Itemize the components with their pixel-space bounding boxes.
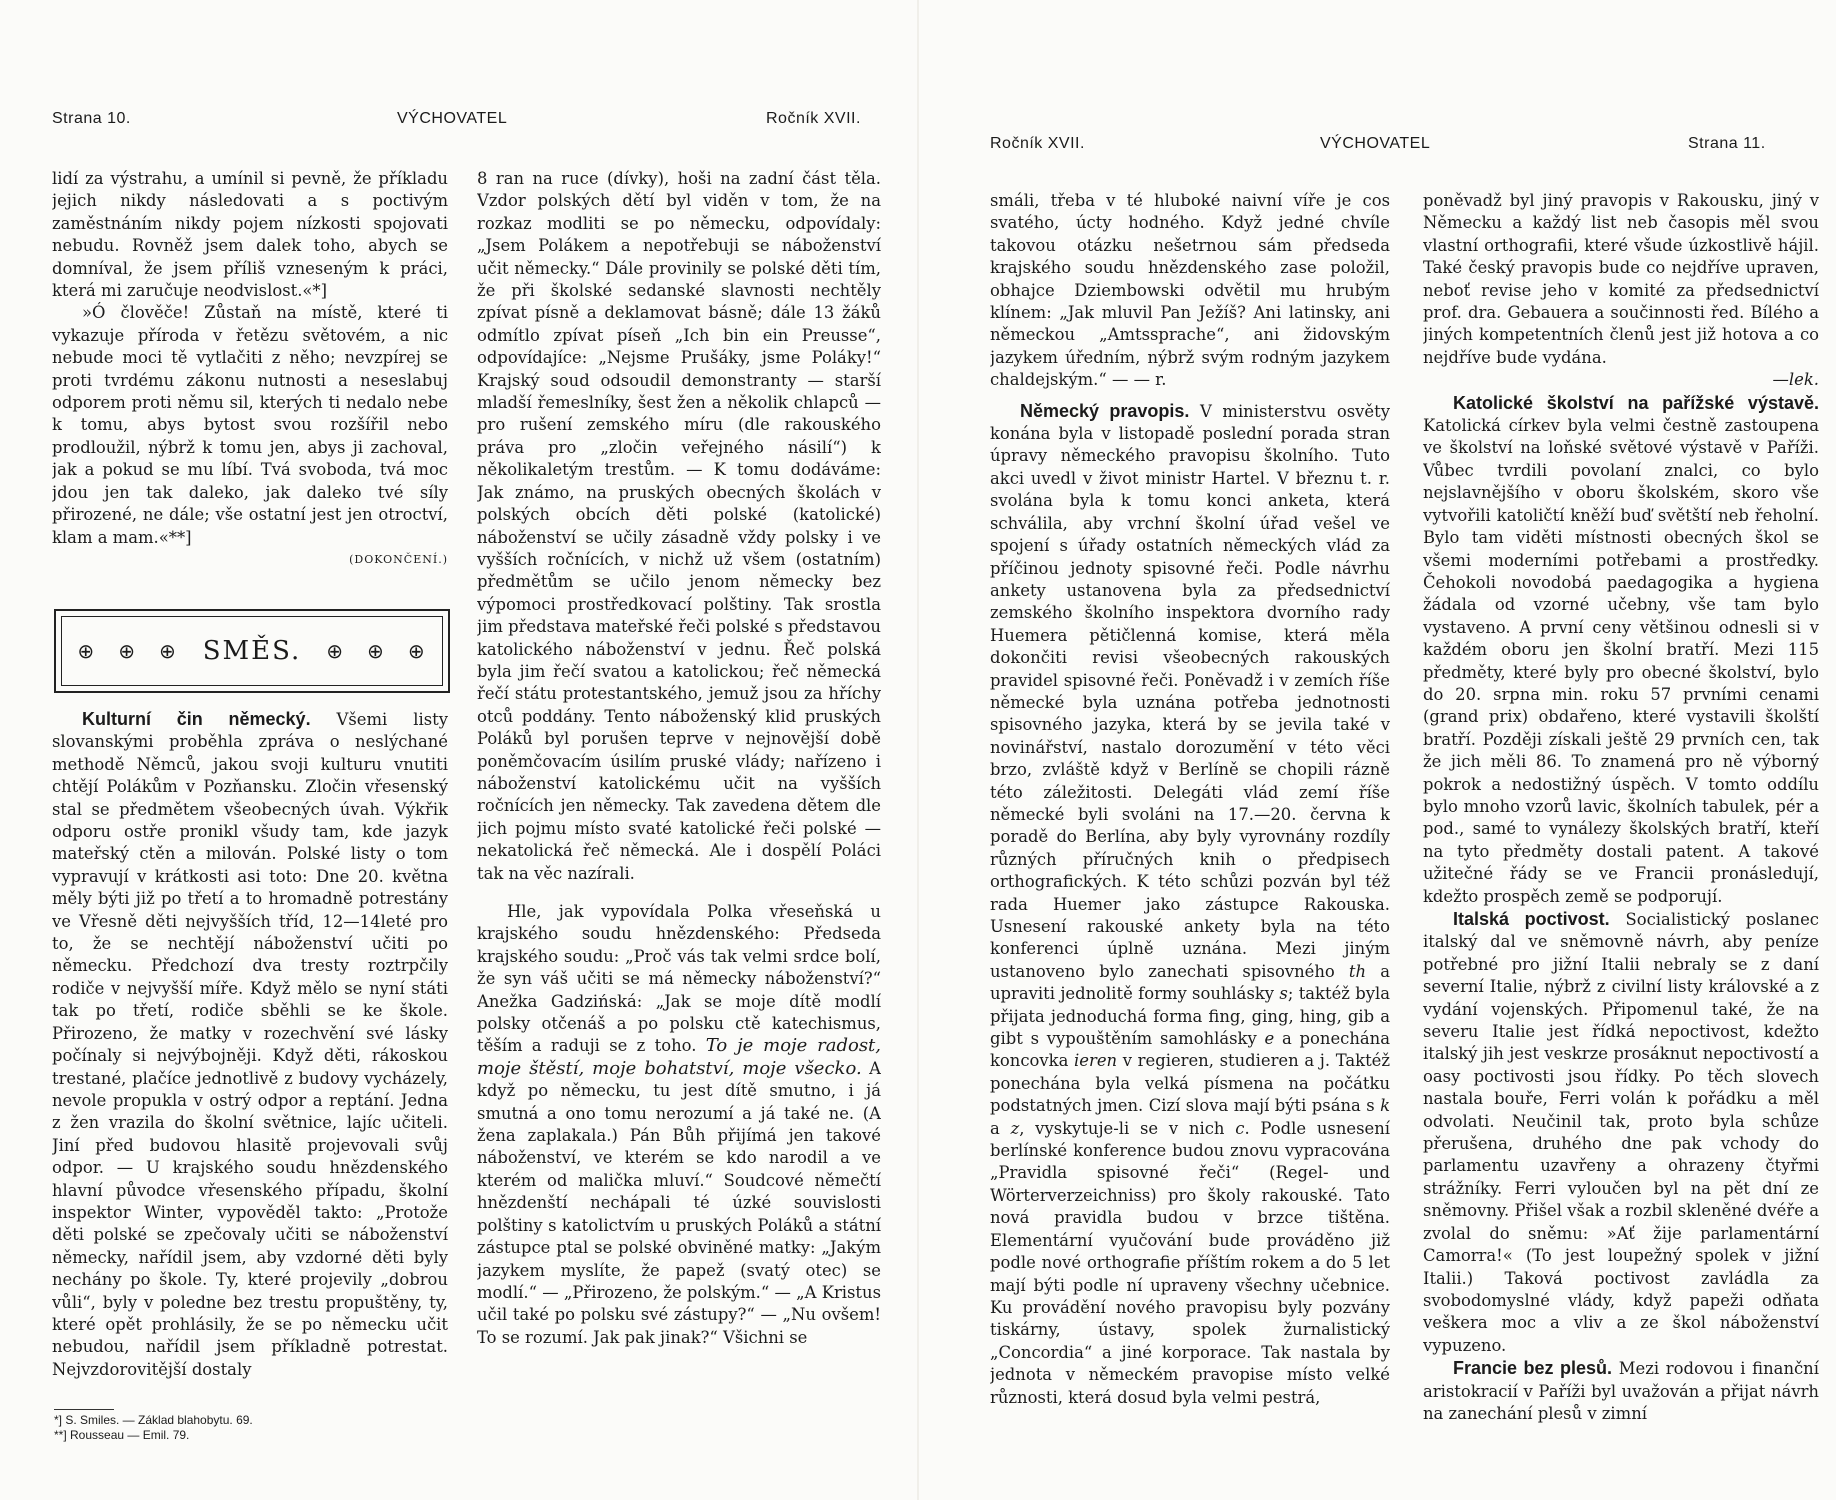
right-column-2 — [1423, 190, 1819, 1480]
paragraph: 8 ran na ruce (dívky), hoši na zadní část těla. Vzdor polských dětí byl viděn v tom, že na rozkaz modliti se po německu, odpovídaly: „Jsem Polákem a nepotřebuji se náboženství učit německy.“ Dále provinily se polské děti tím, že při školské sedanské slavnosti nechtěly zpívat písně a deklamovat básně; dále 13 žáků odmítlo zpívat píseň „Ich bin ein Preusse“, odpovídajíce: „Nejsme Prušáky, jsme Poláky!“ Krajský soud odsoudil demonstranty — starší mladší řemeslníky, šest žen a několik chlapců — pro rušení zemského míru (dle rakouského práva pro „zločin veřejného násilí“) k několikaletým trestům. — K tomu dodáváme: Jak známo, na pruských obecných školách v polských obcích děti polské (katolické) náboženství se učily zásadně vždy polsky i ve vyšších ročnících, v nichž už všem (ostatním) předmětům se učilo jenom německy bez výpomoci prostředkovací polštiny. Tak srostla jim představa mateřské řeči polské s představou katolického náboženství v jednu. Řeč polská byla jim řečí svatou a katolickou; řeč německá řečí státu protestantského, jemuž jsou za hříchy otců poddány. Tento náboženský klid pruských Poláků byl porušen teprve v nejnovější době poněmčovacím úsilím pruské vlády; nařízeno i náboženství katolickému učit na vyšších ročnících jen německy. Tak zavedena dětem dle jich pojmu místo svaté katolické řeči polské — nekatolická řeč německá. Ale i dospělí Poláci tak na věc nazírali. — [477, 169, 881, 883]
article-heading: Katolické školství na pařížské výstavě. — [1453, 392, 1819, 413]
emphasis: c — [1235, 1118, 1245, 1138]
article-heading: Francie bez plesů. — [1453, 1358, 1613, 1379]
page-number-left: Strana 10. — [52, 110, 131, 127]
article-text: Všemi listy slovanskými proběhla zpráva o neslýchané methodě Němců, jakou svoji kulturu vnutiti chtějí Polákům v Pozňansku. Zločin vřesenský stal se předmětem všeobecných úvah. Výkřik odporu ostře pronikl všudy tam, kde jazyk mateřský ctěn a milován. Polské listy o tom vypravují v krátkosti asi toto: Dne 20. května měly býti již po třetí a to hromadně potrestány ve Vřesně děti nejvyšších tříd, 12—14leté pro to, že se nechtějí náboženství učiti po německu. Předchozí dva tresty roztrpčily rodiče v nejvyšší míře. Když mělo se nyní státi tak po třetí, rodiče sběhli se ke škole. Přirozeno, že matky v rozechvění své lásky počínaly si nejvýbojněji. Když děti, rákoskou trestané, plačíce jednotlivě z budovy vycházely, nevole propukla v ostrý odpor a reptání. Jedna z žen vrazila do školní světnice, lajíc učiteli. Jiní před budovou hlasitě projevovali svůj odpor. — U krajského soudu hnězdenského hlavní původce vřesenského případu, školní inspektor Winter, vypověděl takto: „Protože děti polské se zpečovaly učiti se náboženství německy, nařídil jsem, aby vzdorné děti byly nechány po škole. Ty, které projevily „dobrou vůli“, byly v poledne bez trestu propuštěny, ty, které opět prohlásily, že se po německu učit nebudou, nařídil jsem příkladně potrestat. Nejvzdorovitější dostaly — [52, 710, 448, 1379]
volume-right: Ročník XVII. — [990, 135, 1085, 152]
emphasis: ieren — [1074, 1051, 1118, 1071]
ornament-icon: ⊕ — [118, 639, 137, 663]
ornament-icon: ⊕ — [77, 639, 97, 663]
paragraph: poněvadž byl jiný pravopis v Rakousku, jiný v Německu a každý list neb časopis měl svou vlastní orthografii, které všude úzkostlivě hájil. Také český pravopis bude co nejdříve upraven, neboť revise jeho v komité za předsednictví prof. dra. Gebauera a součinnosti řed. Bílého a jiných kompetentních členů jest již hotova a co nejdříve bude vydána. — [1423, 191, 1819, 367]
left-column-1-bottom — [52, 708, 448, 1406]
text-run: Katolická církev byla velmi čestně zastoupena ve školství na loňské světové výstavě v Paříži. Vůbec tvrdili povolaní znalci, co bylo nejslavnějšího v oboru školském, skoro vše vytvořili katoličtí kněží buď světští neb řeholní. Bylo tam viděti místnosti obecných škol se všemi moderními potřebami a prostředky. Čehokoli novodobá paedagogika a hygiena žádala od vzorné učebny, vše tam bylo vystaveno. A první ceny většinou odnesli si v každém oboru jen školní bratří. Mezi 115 předměty, které byly pro obecné školství, bylo do 20. srpna min. roku 57 prvními cenami (grand prix) obdařeno, které vystavili školští bratří. Později získali ještě 29 prvních cen, tak že jich měli 86. To znamená pro ně výborný pokrok a nedostižný úspěch. V tomto oddílu bylo mnoho vzorů lavic, školních tabulek, pér a pod., samé to vynálezy školských bratří, kteří na tyto předměty dostali patent. A takové užitečné řády se ve Francii pronásledují, kdežto prospěch země se podporují. — [1423, 416, 1819, 906]
section-title: SMĚS. — [202, 636, 302, 666]
continuation-note: (DOKONČENÍ.) — [349, 552, 448, 566]
footnote: **] Rousseau — Emil. 79. — [54, 1428, 190, 1442]
text-run: Mezi rodovou i finanční aristokracií v Paříži byl uvažován a přijat návrh na zanechání plesů v zimní — [1423, 1359, 1819, 1423]
article — [52, 708, 448, 1381]
emphasis: k — [1380, 1096, 1390, 1116]
right-column-1 — [990, 190, 1390, 1480]
article — [990, 400, 1390, 1409]
article — [1423, 908, 1819, 1357]
text-run: v regieren, studieren a j. Taktéž ponechána byla velká písmena na počátku podstatných jmen. Cizí slova mají býti psána s — [990, 1051, 1390, 1116]
text-run: a upraviti jednolitě formy souhlásky — [990, 961, 1390, 1004]
left-column-2 — [477, 168, 881, 1458]
text-run: ; taktéž byla přijata jednoduchá forma fing, ging, hing, gib a gibt s vypouštěním samohlásky — [990, 984, 1390, 1049]
text-run: V ministerstvu osvěty konána byla v listopadě poslední porada stran úpravy německého pravopisu školního. Tuto akci uvedl v život ministr Hartel. V březnu t. r. svolána byla k tomu konci anketa, která schválila, aby vrchní školní úřad vešel ve spojení s úřady ostatních německých vlád za příčinou jednoty spisovné řeči. Podle návrhu ankety ustanovena byla za předsednictví zemského školního inspektora dvorního rady Huemera pětičlenná komise, která měla dokončiti revisi všeobecných rakouských pravidel spisovné řeči. Poněvadž i v zemích říše německé byla uznána potřeba jednotnosti spisovného jazyka, která by se jevila také v novinářství, nastalo dorozumění v této věci brzo, zvláště když v Berlíně se chopili rázně této záležitosti. Delegáti vlád zemí říše německé byli svoláni na 17.—20. června k poradě do Berlína, aby byly vyrovnány rozdíly různých příručných knih o předpisech orthografických. K této schůzi pozván byl též rada Huemer jako zástupce Rakouska. Usnesení rakouské ankety byla na této konferenci úplně uznána. Mezi jiným ustanoveno bylo zanechati spisovného — [990, 401, 1390, 981]
article-heading: Německý pravopis. — [1020, 400, 1190, 421]
signature: —lek. — [1772, 370, 1819, 390]
article-heading: Kulturní čin německý. — [82, 709, 311, 729]
text-run: a ponechána koncovka — [990, 1029, 1390, 1071]
ornament-icon: ⊕ — [367, 639, 386, 663]
emphasis: To je moje radost, moje štěstí, moje bohatství, moje všecko. — [477, 1035, 881, 1079]
emphasis: s — [1279, 984, 1288, 1004]
emphasis: z — [1010, 1118, 1020, 1138]
right-page — [918, 0, 1836, 1500]
footnote-rule — [54, 1409, 114, 1410]
emphasis: th — [1348, 961, 1367, 981]
paragraph: smáli, třeba v té hluboké naivní víře je cos svatého, úcty hodného. Když jedné chvíle takovou otázku nešetrnou sám předseda krajského soudu hnězdenského zase položil, obhajce Dziembowski odvětil mu hrubým klínem: „Jak mluvil Pan Ježíš? Ani latinsky, ani německou „Amtssprache“, ani židovským jazykem úředním, nýbrž svým rodným jazykem chaldejským.“ — — r. — [990, 191, 1390, 390]
text-run: Hle, jak vypovídala Polka vřeseňská u krajského soudu hnězdenského: Předseda krajského soudu: „Proč vás tak velmi srdce bolí, že syn váš učiti se má německy náboženství?“ Anežka Gadzińská: „Jak se moje dítě modlí polsky otčenáš a po polsku ctě katechismus, těším a raduji se z toho. — [477, 902, 881, 1056]
journal-title-right: VÝCHOVATEL — [1320, 135, 1431, 152]
paragraph — [477, 901, 881, 1349]
journal-title-left: VÝCHOVATEL — [397, 110, 508, 127]
paragraph: »Ó člověče! Zůstaň na místě, které ti vykazuje příroda v řetězu světovém, a nic nebude moci tě vytlačiti z něho; nevzpírej se proti tvrdému zákonu nutnosti a neseslabuj odporem proti němu sil, kterých ti nedalo nebe k tomu, abys bytost svou rozšířil nebo prodloužil, nýbrž k tomu jen, abys ji zachoval, jak a pokud se mu líbí. Tvá svoboda, tvá moc jdou jen tak daleko, jak daleko tvé síly přirozené, ne dále; vše ostatní jest jen otroctví, klam a mam.«**] — [52, 303, 448, 547]
text-run: Socialistický poslanec italský dal ve sněmovně návrh, aby peníze potřebné pro jižní Italii nebraly se z daní severní Italie, nýbrž z civilní listy královské a z vydání vojenských. Připomenul také, že na severu Italie jest řídká nepoctivost, kdežto italský jih jest veskrze prosáknut nepoctivostí a oasy poctivosti jsou řídky. Po těch slovech nastala bouře, Ferri volán k pořádku a měl odvolati. Neučinil tak, proto byla schůze přerušena, druhého dne pak vchody do parlamentu uzavřeny a ohrazeny čtyřmi strážníky. Ferri vyloučen byl na pět dní ze sněmovny. Přišel však a rozbil skleněné dvéře a zvolal do sněmu: »Ať žije parlamentární Camorra!« (To jest loupežný spolek v jižní Italii.) Taková poctivost zavládla za svobodomyslné vlády, když papeži odňata veškera moc a vliv a ze škol náboženství vypuzeno. — [1423, 910, 1819, 1355]
text-run: , vyskytuje-li se v nich — [1019, 1118, 1225, 1138]
footnote: *] S. Smiles. — Základ blahobytu. 69. — [54, 1413, 253, 1427]
emphasis: e — [1264, 1029, 1275, 1049]
text-run: . Podle usnesení berlínské konference budou znovu vypracována „Pravidla spisovné řeči“ (Regel- und Wörterverzeichniss) pro školy rakouské. Tato nová pravidla budou v brzce tištěna. Elementární vyučování bude prováděno již podle nové orthografie příštím rokem a do 5 let mají býti podle ní upraveny všechny učebnice. Ku provádění nového pravopisu byly pozvány tiskárny, ústavy, spolek žurnalistický „Concordia“ a jiné korporace. Tak nastala by jednota v německém pravopise místo velké různosti, která dosud byla velmi pestrá, — [990, 1118, 1390, 1407]
text-run: A když po německu, tu jest dítě smutno, i já smutná a ono tomu nerozumí a já také ne. (A žena zaplakala.) Pán Bůh přijímá jen takové náboženství, ve kterém se kdo narodil a ve kterém od malička mluví.“ Soudcové němečtí hnězdenští nechápali té úzké souvislosti polštiny s katolictvím u pruských Poláků a státní zástupce ptal se polské obviněné matky: „Jakým jazykem myslíte, že papež (svatý otec) se modlí.“ — „Přirozeno, že polským.“ — „A Kristus učil také po polsku své zástupy?“ — „Nu ovšem! To se rozumí. Jak pak jinak?“ Všichni se — [477, 1058, 881, 1347]
page-number-right: Strana 11. — [1688, 135, 1766, 152]
text-run: a — [990, 1118, 1000, 1138]
paragraph: lidí za výstrahu, a umínil si pevně, že příkladu jejich nikdy následovati a s poctivým zaměstnáním nikdy pojem nízkosti spojovati nebudu. Rovněž jsem dalek toho, abych se domníval, že jsem příliš vzneseným k práci, která mi zaručuje neodvislost.«*] — [52, 169, 448, 301]
ornament-icon: ⊕ — [158, 639, 178, 663]
ornament-icon: ⊕ — [407, 639, 427, 663]
article — [1423, 392, 1819, 908]
ornament-icon: ⊕ — [326, 639, 346, 663]
article — [1423, 1357, 1819, 1425]
section-banner — [54, 609, 450, 693]
article-heading: Italská poctivost. — [1453, 909, 1610, 929]
volume-left: Ročník XVII. — [766, 110, 861, 127]
footnotes — [54, 1413, 394, 1443]
left-column-1-top — [52, 168, 448, 588]
